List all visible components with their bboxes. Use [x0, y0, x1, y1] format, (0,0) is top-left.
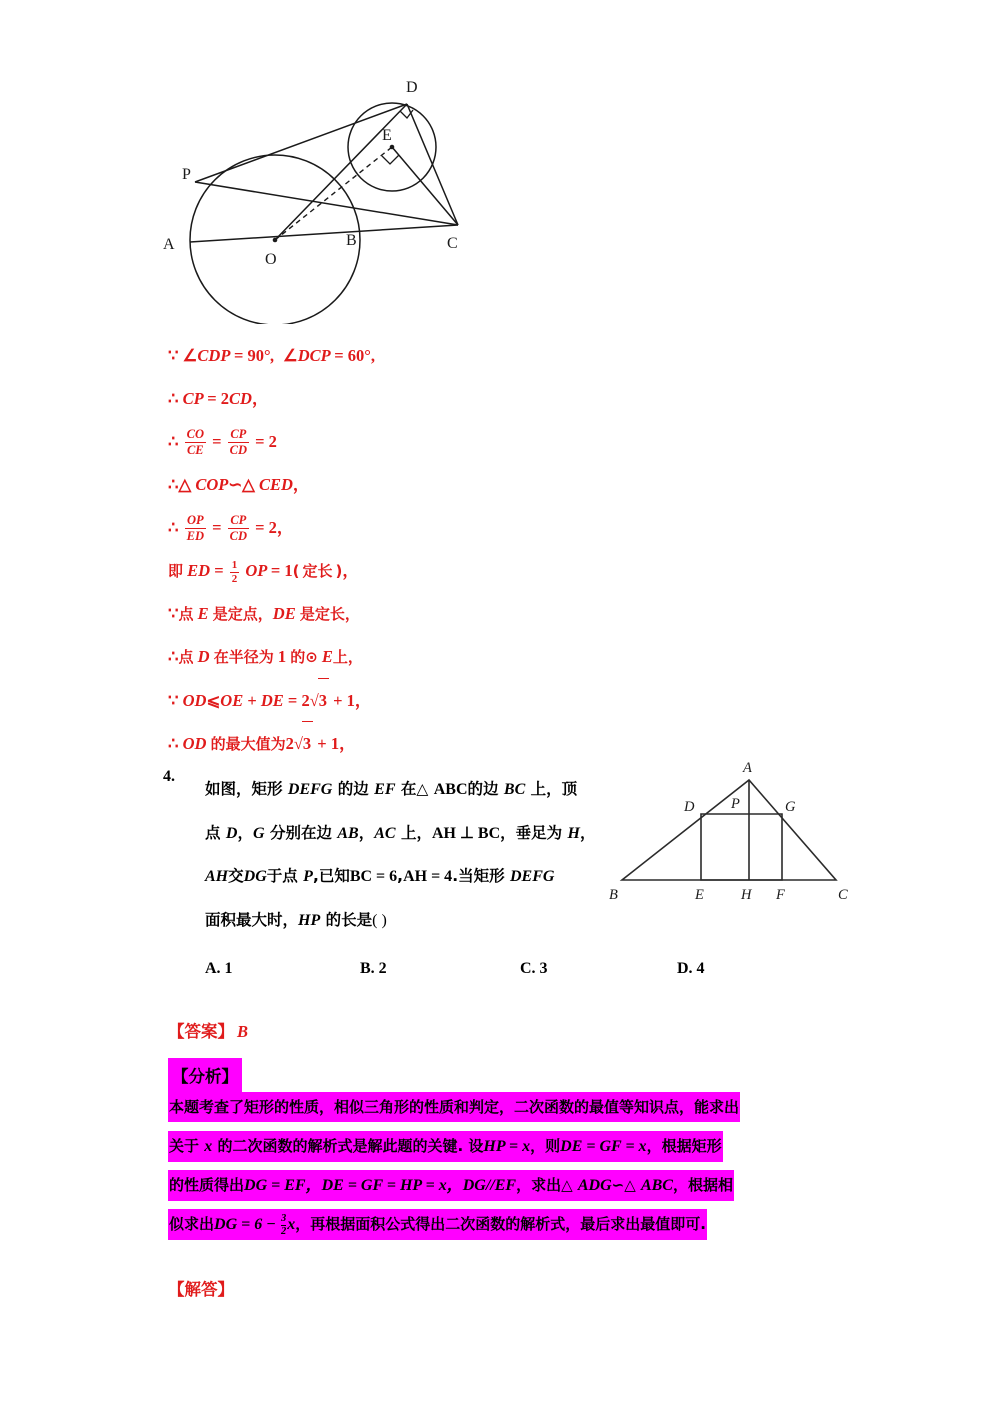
line-pc — [195, 182, 458, 225]
analysis-line-1-text: 本题考查了矩形的性质，相似三角形的性质和判定，二次函数的最值等知识点，能求出 — [168, 1092, 740, 1122]
a3-p4: ∽△ — [611, 1176, 641, 1194]
a2-p3: HP = x — [483, 1138, 531, 1155]
answer-options — [205, 960, 825, 990]
right-angle-mark-e — [382, 155, 399, 164]
analysis-line-2 — [168, 1131, 868, 1161]
label-a: A — [163, 236, 175, 253]
a3-p5: ABC — [640, 1177, 673, 1194]
option-a[interactable]: A. 1 — [205, 960, 233, 977]
analysis-line-4 — [168, 1209, 868, 1239]
option-c[interactable]: C. 3 — [520, 960, 548, 977]
q2-a: 点 — [205, 823, 226, 842]
q2-h: AC — [374, 824, 396, 842]
label-e: E — [695, 887, 704, 903]
fraction-op-ed: $\frac{OP}{ED}$ — [186, 513, 204, 543]
label-c: C — [447, 235, 458, 252]
label-d: D — [406, 79, 418, 96]
a3-p1: DG = EF，DE = GF = HP = x，DG//EF — [244, 1177, 517, 1194]
q1-f: ABC — [433, 781, 468, 798]
q2-g: ， — [358, 823, 375, 842]
analysis-body — [168, 1092, 868, 1248]
rectangle-defg — [701, 814, 782, 880]
frac-num: 3 — [280, 1213, 287, 1225]
fraction-cp-cd: $\frac{CP}{CD}$ — [229, 427, 248, 457]
q2-e: 分别在边 — [264, 823, 338, 842]
label-a: A — [743, 760, 752, 776]
derivation-line-10: ∴ OD 的最大值为2√3 + 1， — [168, 721, 868, 764]
fraction-one-half: $\frac{1}{2}$ — [231, 558, 238, 585]
q3-a: AH — [205, 868, 229, 885]
q3-f: ,已知 — [312, 867, 350, 885]
q2-b: D — [225, 824, 238, 842]
q1-b: DEFG — [287, 781, 333, 798]
a4-p0: 似求出 — [169, 1215, 215, 1233]
label-o: O — [265, 251, 277, 268]
label-e: E — [382, 127, 392, 144]
question-line-1 — [205, 768, 613, 812]
q4-b: HP — [298, 911, 321, 929]
point-e-dot — [390, 145, 395, 150]
q3-j: .当矩形 — [452, 867, 510, 885]
line-ec — [392, 147, 458, 225]
a2-p0: 关于 — [169, 1137, 205, 1155]
derivation-line-8: ∴点 D 在半径为 1 的⊙ E上， — [168, 647, 363, 666]
q1-d: EF — [374, 781, 396, 798]
q1-h: BC — [503, 781, 526, 798]
circle-geometry-svg — [160, 62, 500, 324]
triangle-rectangle-svg — [604, 752, 884, 920]
label-f: F — [776, 887, 785, 903]
derivation-line-9: ∵ OD⩽OE + DE = 2√3 + 1， — [168, 678, 868, 721]
q1-c: 的边 — [332, 780, 375, 798]
derivation-line-7: ∵点 E 是定点，DE 是定长， — [168, 604, 360, 623]
derivation-line-4: ∴△ COP∽△ CED， — [168, 475, 310, 494]
line-do — [275, 104, 407, 240]
label-p: P — [731, 796, 740, 812]
a3-p3: ADG — [577, 1177, 612, 1194]
question-line-2 — [205, 812, 613, 856]
line-abc — [190, 225, 458, 242]
q3-e: P — [303, 868, 313, 885]
q2-i: 上， — [395, 823, 432, 842]
triangle-rectangle-diagram — [604, 752, 884, 920]
analysis-line-3-text — [168, 1170, 734, 1201]
a3-p0: 的性质得出 — [169, 1176, 245, 1194]
q2-c: ， — [237, 823, 253, 842]
q4-a: 面积最大时， — [205, 910, 299, 929]
q2-k: ，垂足为 — [500, 823, 568, 842]
point-o-dot — [273, 238, 278, 243]
fraction-co-ce: $\frac{CO}{CE}$ — [186, 427, 204, 457]
derivation-line-6: 即 ED = $\frac{1}{2}$ OP = 1( 定长 )， — [168, 558, 359, 585]
question-line-4 — [205, 899, 613, 943]
label-g: G — [785, 799, 796, 815]
answer-value: B — [237, 1022, 249, 1041]
q4-blank: ( ) — [372, 911, 387, 929]
derivation-line-3: ∴ $\frac{CO}{CE}$ = $\frac{CP}{CD}$ = 2 — [168, 427, 277, 457]
analysis-line-3 — [168, 1170, 868, 1200]
answer-line — [168, 1018, 248, 1042]
q3-d: 于点 — [266, 867, 304, 885]
q2-l: H — [567, 824, 580, 842]
q1-i: 上，顶 — [525, 780, 578, 798]
fraction-cp-cd-2: $\frac{CP}{CD}$ — [229, 513, 248, 543]
q2-j: AH ⊥ BC — [431, 824, 501, 842]
question-4 — [163, 768, 613, 942]
label-h: H — [741, 887, 752, 903]
a4-p3: x — [287, 1216, 296, 1233]
derivation-line-2: ∴ CP = 2CD， — [168, 389, 269, 408]
q1-e: 在△ — [395, 780, 434, 798]
q3-k: DEFG — [509, 868, 555, 885]
circle-geometry-diagram — [160, 62, 500, 324]
derivation-line-1: ∵ ∠CDP = 90°, ∠DCP = 60°, — [168, 346, 376, 365]
dashed-oe — [275, 147, 392, 240]
option-b[interactable]: B. 2 — [360, 960, 387, 977]
line-dc — [407, 104, 458, 225]
answer-tag: 【答案】 — [168, 1022, 234, 1041]
analysis-line-2-text — [168, 1131, 723, 1162]
a4-p1: DG = 6 − — [214, 1216, 280, 1233]
solution-tag: 【解答】 — [168, 1280, 234, 1299]
a2-p2: 的二次函数的解析式是解此题的关键. 设 — [212, 1137, 484, 1155]
label-b: B — [609, 887, 618, 903]
analysis-line-4-text — [168, 1209, 707, 1240]
q4-c: 的长是 — [320, 910, 373, 929]
question-number: 4. — [163, 768, 175, 785]
q2-f: AB — [337, 824, 359, 842]
a3-p2: ，求出△ — [516, 1176, 578, 1194]
line-pd — [195, 104, 407, 182]
a3-p6: ，根据相 — [672, 1176, 733, 1194]
label-b: B — [346, 232, 357, 249]
fraction-three-halves — [281, 1213, 286, 1238]
question-body — [205, 768, 613, 942]
derivation-block — [168, 334, 868, 764]
analysis-tag: 【分析】 — [168, 1058, 242, 1093]
q3-g: BC = 6 — [349, 868, 398, 885]
a2-p5: DE = GF = x — [560, 1138, 647, 1155]
q2-m: ， — [579, 823, 596, 842]
label-c: C — [838, 887, 848, 903]
frac-den: 2 — [280, 1226, 287, 1238]
q3-b: 交 — [228, 867, 244, 885]
q1-a: 如图，矩形 — [205, 780, 288, 798]
q3-c: DG — [243, 868, 267, 885]
q1-g: 的边 — [467, 780, 504, 798]
label-d: D — [684, 799, 695, 815]
analysis-line-1 — [168, 1092, 868, 1122]
triangle-abc — [622, 780, 836, 880]
a4-p4: ，再根据面积公式得出二次函数的解析式，最后求出最值即可. — [295, 1215, 706, 1233]
q3-h: , — [397, 867, 404, 885]
a2-p4: ，则 — [530, 1137, 561, 1155]
label-p: P — [182, 166, 191, 183]
q3-i: AH = 4 — [403, 868, 453, 885]
option-d[interactable]: D. 4 — [677, 960, 705, 977]
a2-p1: x — [204, 1138, 213, 1155]
derivation-line-5: ∴ $\frac{OP}{ED}$ = $\frac{CP}{CD}$ = 2， — [168, 513, 294, 543]
question-line-3 — [205, 855, 613, 899]
q2-d: G — [252, 824, 265, 842]
a2-p6: ，根据矩形 — [646, 1137, 722, 1155]
